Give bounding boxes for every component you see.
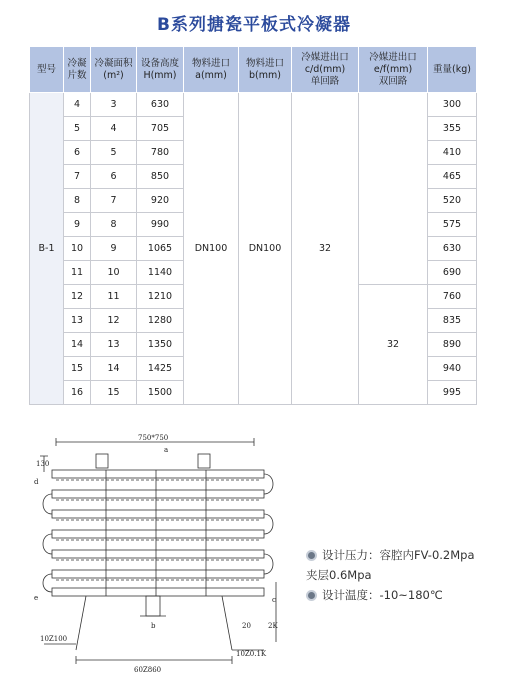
table-header-row xyxy=(30,47,477,93)
cell-height: 1350 xyxy=(137,333,184,357)
condenser-drawing xyxy=(14,432,302,678)
spec-pressure xyxy=(306,545,475,565)
header-height: 设备高度 H(mm) xyxy=(137,47,184,93)
cell-weight: 760 xyxy=(428,285,477,309)
cell-weight: 690 xyxy=(428,261,477,285)
spec-temperature xyxy=(306,585,475,605)
cell-inlet-a: DN100 xyxy=(184,93,239,405)
label-c: c xyxy=(272,596,276,604)
cell-height: 1065 xyxy=(137,237,184,261)
cell-plates: 10 xyxy=(64,237,91,261)
dim-bottom: 60Z860 xyxy=(134,666,162,674)
cell-plates: 5 xyxy=(64,117,91,141)
cell-height: 1210 xyxy=(137,285,184,309)
cell-coolant-ef-empty xyxy=(359,93,428,285)
cell-area: 12 xyxy=(91,309,137,333)
page-title: B系列搪瓷平板式冷凝器 xyxy=(157,15,351,35)
cell-plates: 15 xyxy=(64,357,91,381)
cell-plates: 9 xyxy=(64,213,91,237)
bullet-icon xyxy=(306,550,317,561)
label-a: a xyxy=(164,446,169,454)
cell-weight: 300 xyxy=(428,93,477,117)
label-d: d xyxy=(34,478,39,486)
label-b: b xyxy=(151,622,156,630)
dim-left: 10Z100 xyxy=(40,635,68,643)
cell-area: 3 xyxy=(91,93,137,117)
table-row xyxy=(30,93,477,117)
cell-inlet-b: DN100 xyxy=(239,93,292,405)
header-coolant-ef: 冷媒进出口 e/f(mm) 双回路 xyxy=(359,47,428,93)
cell-weight: 940 xyxy=(428,357,477,381)
cell-area: 10 xyxy=(91,261,137,285)
design-specs xyxy=(306,545,475,605)
cell-height: 920 xyxy=(137,189,184,213)
cell-area: 5 xyxy=(91,141,137,165)
dim-right: 10Z0.1K xyxy=(236,650,267,658)
cell-plates: 8 xyxy=(64,189,91,213)
cell-area: 9 xyxy=(91,237,137,261)
header-area: 冷凝面积 (m²) xyxy=(91,47,137,93)
spec-temperature-text: 设计温度：-10~180℃ xyxy=(322,588,443,602)
cell-weight: 465 xyxy=(428,165,477,189)
cell-weight: 410 xyxy=(428,141,477,165)
cell-weight: 630 xyxy=(428,237,477,261)
cell-height: 1425 xyxy=(137,357,184,381)
dim-side-3: 130 xyxy=(36,460,50,468)
cell-coolant-cd: 32 xyxy=(292,93,359,405)
cell-height: 705 xyxy=(137,117,184,141)
cell-height: 780 xyxy=(137,141,184,165)
dim-top: 750*750 xyxy=(138,434,169,442)
cell-weight: 355 xyxy=(428,117,477,141)
cell-weight: 520 xyxy=(428,189,477,213)
cell-weight: 890 xyxy=(428,333,477,357)
header-coolant-cd: 冷媒进出口 c/d(mm) 单回路 xyxy=(292,47,359,93)
dim-side-2: 2K xyxy=(268,622,278,630)
cell-area: 14 xyxy=(91,357,137,381)
header-model: 型号 xyxy=(30,47,64,93)
cell-area: 15 xyxy=(91,381,137,405)
header-plates: 冷凝 片数 xyxy=(64,47,91,93)
spec-pressure-jacket-text: 夹层0.6Mpa xyxy=(306,568,372,582)
dim-side-1: 20 xyxy=(242,622,251,630)
bullet-icon xyxy=(306,590,317,601)
cell-weight: 575 xyxy=(428,213,477,237)
cell-plates: 7 xyxy=(64,165,91,189)
cell-area: 13 xyxy=(91,333,137,357)
cell-area: 8 xyxy=(91,213,137,237)
cell-plates: 6 xyxy=(64,141,91,165)
cell-coolant-ef: 32 xyxy=(359,285,428,405)
cell-height: 850 xyxy=(137,165,184,189)
cell-area: 11 xyxy=(91,285,137,309)
cell-plates: 14 xyxy=(64,333,91,357)
header-inlet-b: 物料进口 b(mm) xyxy=(239,47,292,93)
cell-height: 1280 xyxy=(137,309,184,333)
cell-height: 990 xyxy=(137,213,184,237)
cell-weight: 835 xyxy=(428,309,477,333)
cell-plates: 16 xyxy=(64,381,91,405)
spec-pressure-jacket xyxy=(306,565,475,585)
spec-table xyxy=(29,46,477,405)
cell-plates: 4 xyxy=(64,93,91,117)
cell-weight: 995 xyxy=(428,381,477,405)
cell-plates: 13 xyxy=(64,309,91,333)
cell-height: 630 xyxy=(137,93,184,117)
cell-model: B-1 xyxy=(30,93,64,405)
cell-area: 4 xyxy=(91,117,137,141)
cell-area: 7 xyxy=(91,189,137,213)
cell-plates: 12 xyxy=(64,285,91,309)
cell-area: 6 xyxy=(91,165,137,189)
cell-height: 1140 xyxy=(137,261,184,285)
cell-plates: 11 xyxy=(64,261,91,285)
label-e: e xyxy=(34,594,39,602)
header-inlet-a: 物料进口 a(mm) xyxy=(184,47,239,93)
cell-height: 1500 xyxy=(137,381,184,405)
spec-pressure-text: 设计压力：容腔内FV-0.2Mpa xyxy=(322,548,475,562)
header-weight: 重量(kg) xyxy=(428,47,477,93)
